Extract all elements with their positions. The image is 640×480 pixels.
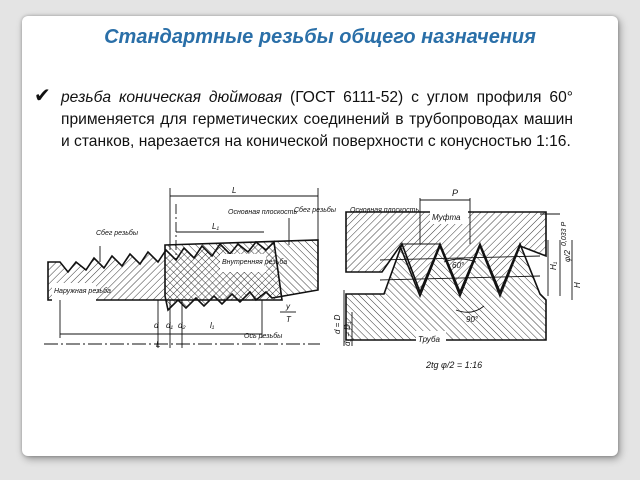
label-slot-inner: Сбег резьбы bbox=[294, 207, 337, 214]
label-d1-eq-D1: d₁ = D₁ bbox=[343, 321, 352, 346]
label-phi-half: φ/2 bbox=[563, 250, 572, 262]
label-axis: Ось резьбы bbox=[244, 333, 283, 340]
dim-L1: L₁ bbox=[212, 222, 219, 231]
dim-d: d bbox=[154, 321, 159, 330]
dim-d2: d₂ bbox=[178, 321, 186, 330]
dim-L-top: L bbox=[232, 186, 237, 195]
label-formula: 2tg φ/2 = 1:16 bbox=[426, 360, 483, 370]
label-0033P: 0,033 P bbox=[561, 221, 568, 246]
dim-L-bottom: L bbox=[156, 340, 161, 349]
ratio-num: y bbox=[286, 302, 290, 311]
label-angle-60: 60° bbox=[452, 261, 465, 270]
ratio-den: T bbox=[286, 315, 291, 324]
label-d-eq-D: d = D bbox=[333, 314, 342, 334]
checkmark-bullet-icon: ✔ bbox=[34, 83, 51, 107]
slide-title: Стандартные резьбы общего назначения bbox=[104, 26, 536, 48]
dim-d1: d₁ bbox=[166, 321, 173, 330]
bullet-text: (ГОСТ 6111-52) с углом профиля 60° применяется для герметических соединений в трубопроводах машин и станков, нарезается на конической поверхности с конусностью 1:16. bbox=[61, 89, 573, 150]
label-slot-outer: Сбег резьбы bbox=[96, 230, 139, 237]
label-angle-90: 90° bbox=[466, 315, 479, 324]
label-inner-thread: Внутренняя резьба bbox=[222, 259, 288, 266]
label-H1: H₁ bbox=[549, 261, 558, 270]
label-base-plane: Основная плоскость bbox=[228, 209, 298, 216]
label-H: H bbox=[573, 282, 582, 288]
label-outer-thread: Наружная резьба bbox=[54, 288, 111, 295]
dim-l1: l₁ bbox=[210, 321, 215, 330]
label-pitch: P bbox=[452, 188, 459, 198]
bullet-lead: резьба коническая дюймовая bbox=[61, 89, 283, 106]
label-coupling: Муфта bbox=[432, 213, 461, 222]
label-pipe: Труба bbox=[418, 335, 440, 344]
label-base-plane-right: Основная плоскость bbox=[350, 207, 420, 214]
